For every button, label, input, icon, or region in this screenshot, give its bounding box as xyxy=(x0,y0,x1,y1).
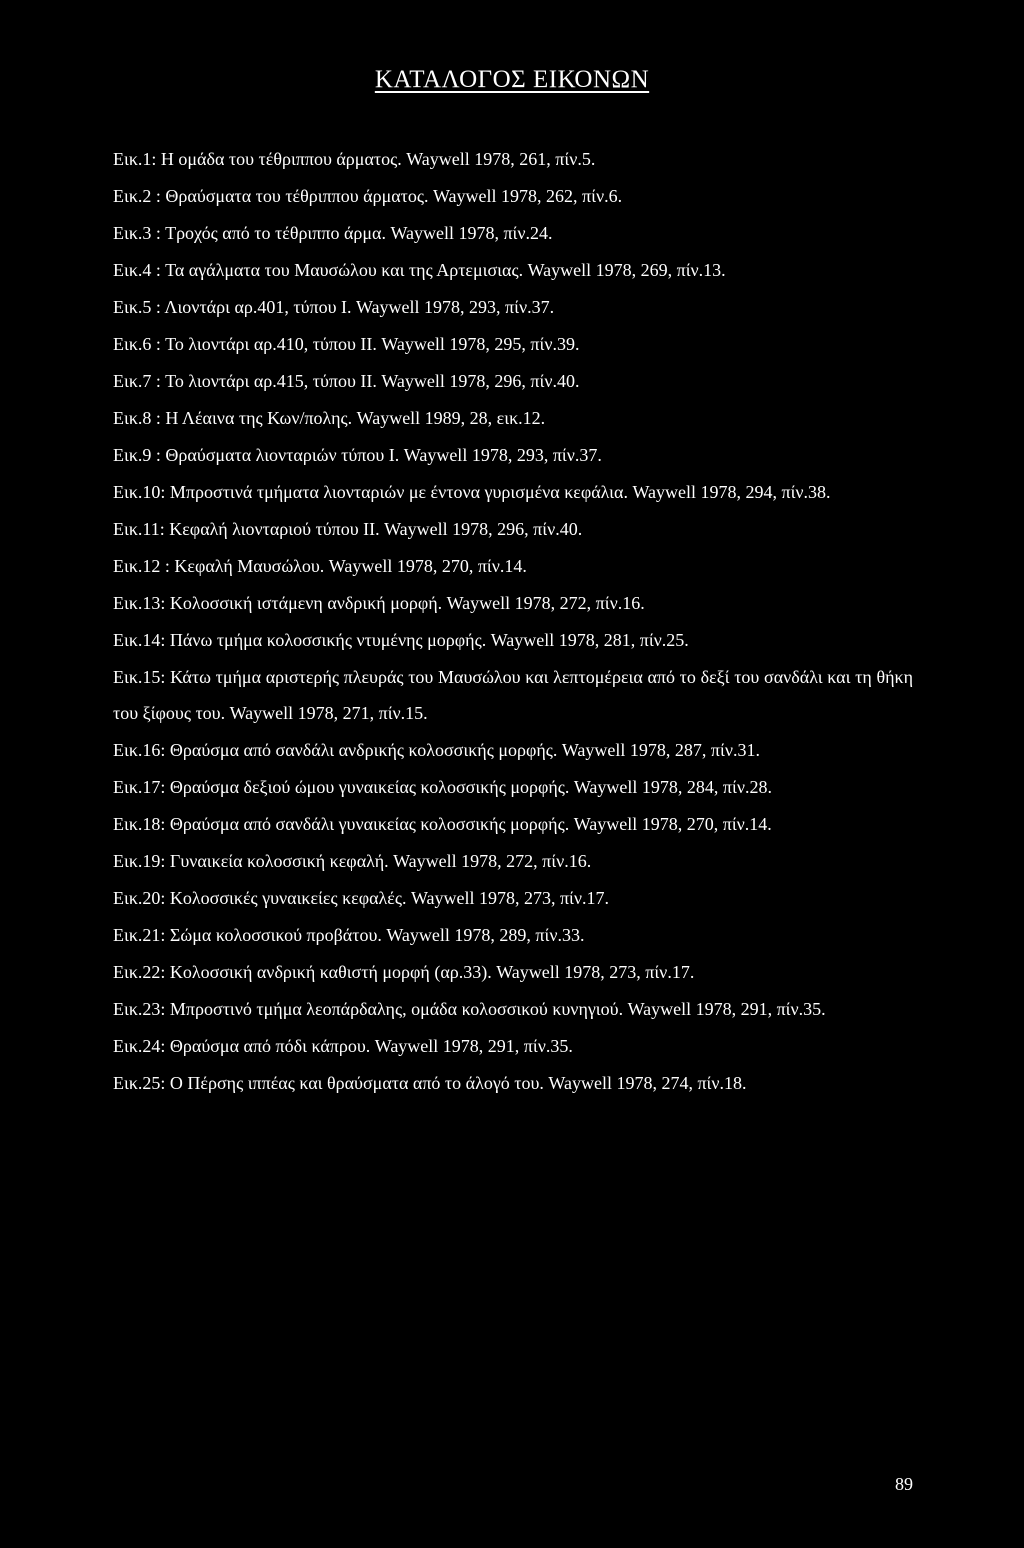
list-item: Εικ.2 : Θραύσματα του τέθριππου άρματος. Waywell 1978, 262, πίν.6. xyxy=(113,186,623,206)
list-item: Εικ.10: Μπροστινά τμήματα λιονταριών με έντονα γυρισμένα κεφάλια. Waywell 1978, 294, πίν.38. xyxy=(113,482,831,502)
list-item: Εικ.6 : Το λιοντάρι αρ.410, τύπου ΙΙ. Waywell 1978, 295, πίν.39. xyxy=(113,334,580,354)
list-item: Εικ.13: Κολοσσική ιστάμενη ανδρική μορφή. Waywell 1978, 272, πίν.16. xyxy=(113,593,645,613)
list-item: Εικ.4 : Τα αγάλματα του Μαυσώλου και της Αρτεμισιας. Waywell 1978, 269, πίν.13. xyxy=(113,260,726,280)
page-number: 89 xyxy=(895,1474,913,1494)
page-title: ΚΑΤΑΛΟΓΟΣ ΕΙΚΟΝΩΝ xyxy=(374,66,650,93)
list-item: Εικ.18: Θραύσμα από σανδάλι γυναικείας κολοσσικής μορφής. Waywell 1978, 270, πίν.14. xyxy=(113,814,772,834)
list-item: Εικ.3 : Τροχός από το τέθριππο άρμα. Waywell 1978, πίν.24. xyxy=(113,223,553,243)
list-item: Εικ.16: Θραύσμα από σανδάλι ανδρικής κολοσσικής μορφής. Waywell 1978, 287, πίν.31. xyxy=(113,740,760,760)
list-item: Εικ.22: Κολοσσική ανδρική καθιστή μορφή (αρ.33). Waywell 1978, 273, πίν.17. xyxy=(113,962,695,982)
list-item: Εικ.23: Μπροστινό τμήμα λεοπάρδαλης, ομάδα κολοσσικού κυνηγιού. Waywell 1978, 291, πίν.35. xyxy=(113,999,826,1019)
list-item: Εικ.9 : Θραύσματα λιονταριών τύπου Ι. Waywell 1978, 293, πίν.37. xyxy=(113,445,602,465)
list-item: Εικ.17: Θραύσμα δεξιού ώμου γυναικείας κολοσσικής μορφής. Waywell 1978, 284, πίν.28. xyxy=(113,777,772,797)
list-item: Εικ.5 : Λιοντάρι αρ.401, τύπου Ι. Waywell 1978, 293, πίν.37. xyxy=(113,297,555,317)
list-item: Εικ.14: Πάνω τμήμα κολοσσικής ντυμένης μορφής. Waywell 1978, 281, πίν.25. xyxy=(113,630,689,650)
list-item: Εικ.15: Κάτω τμήμα αριστερής πλευράς του Μαυσώλου και λεπτομέρεια από το δεξί του σανδάλι και τη θήκη του ξίφους του. Waywell 1978, 271, πίν.15. xyxy=(113,667,913,723)
list-item: Εικ.7 : Το λιοντάρι αρ.415, τύπου ΙΙ. Waywell 1978, 296, πίν.40. xyxy=(113,371,580,391)
list-item: Εικ.11: Κεφαλή λιονταριού τύπου ΙΙ. Waywell 1978, 296, πίν.40. xyxy=(113,519,583,539)
list-item: Εικ.25: Ο Πέρσης ιππέας και θραύσματα από το άλογό του. Waywell 1978, 274, πίν.18. xyxy=(113,1073,747,1093)
list-item: Εικ.20: Κολοσσικές γυναικείες κεφαλές. Waywell 1978, 273, πίν.17. xyxy=(113,888,610,908)
figure-list xyxy=(113,141,913,1102)
list-item: Εικ.21: Σώμα κολοσσικού προβάτου. Waywell 1978, 289, πίν.33. xyxy=(113,925,585,945)
list-item: Εικ.8 : Η Λέαινα της Κων/πολης. Waywell 1989, 28, εικ.12. xyxy=(113,408,546,428)
list-item: Εικ.19: Γυναικεία κολοσσική κεφαλή. Waywell 1978, 272, πίν.16. xyxy=(113,851,592,871)
list-item: Εικ.12 : Κεφαλή Μαυσώλου. Waywell 1978, 270, πίν.14. xyxy=(113,556,527,576)
list-item: Εικ.24: Θραύσμα από πόδι κάπρου. Waywell 1978, 291, πίν.35. xyxy=(113,1036,573,1056)
list-item: Εικ.1: Η ομάδα του τέθριππου άρματος. Waywell 1978, 261, πίν.5. xyxy=(113,149,596,169)
